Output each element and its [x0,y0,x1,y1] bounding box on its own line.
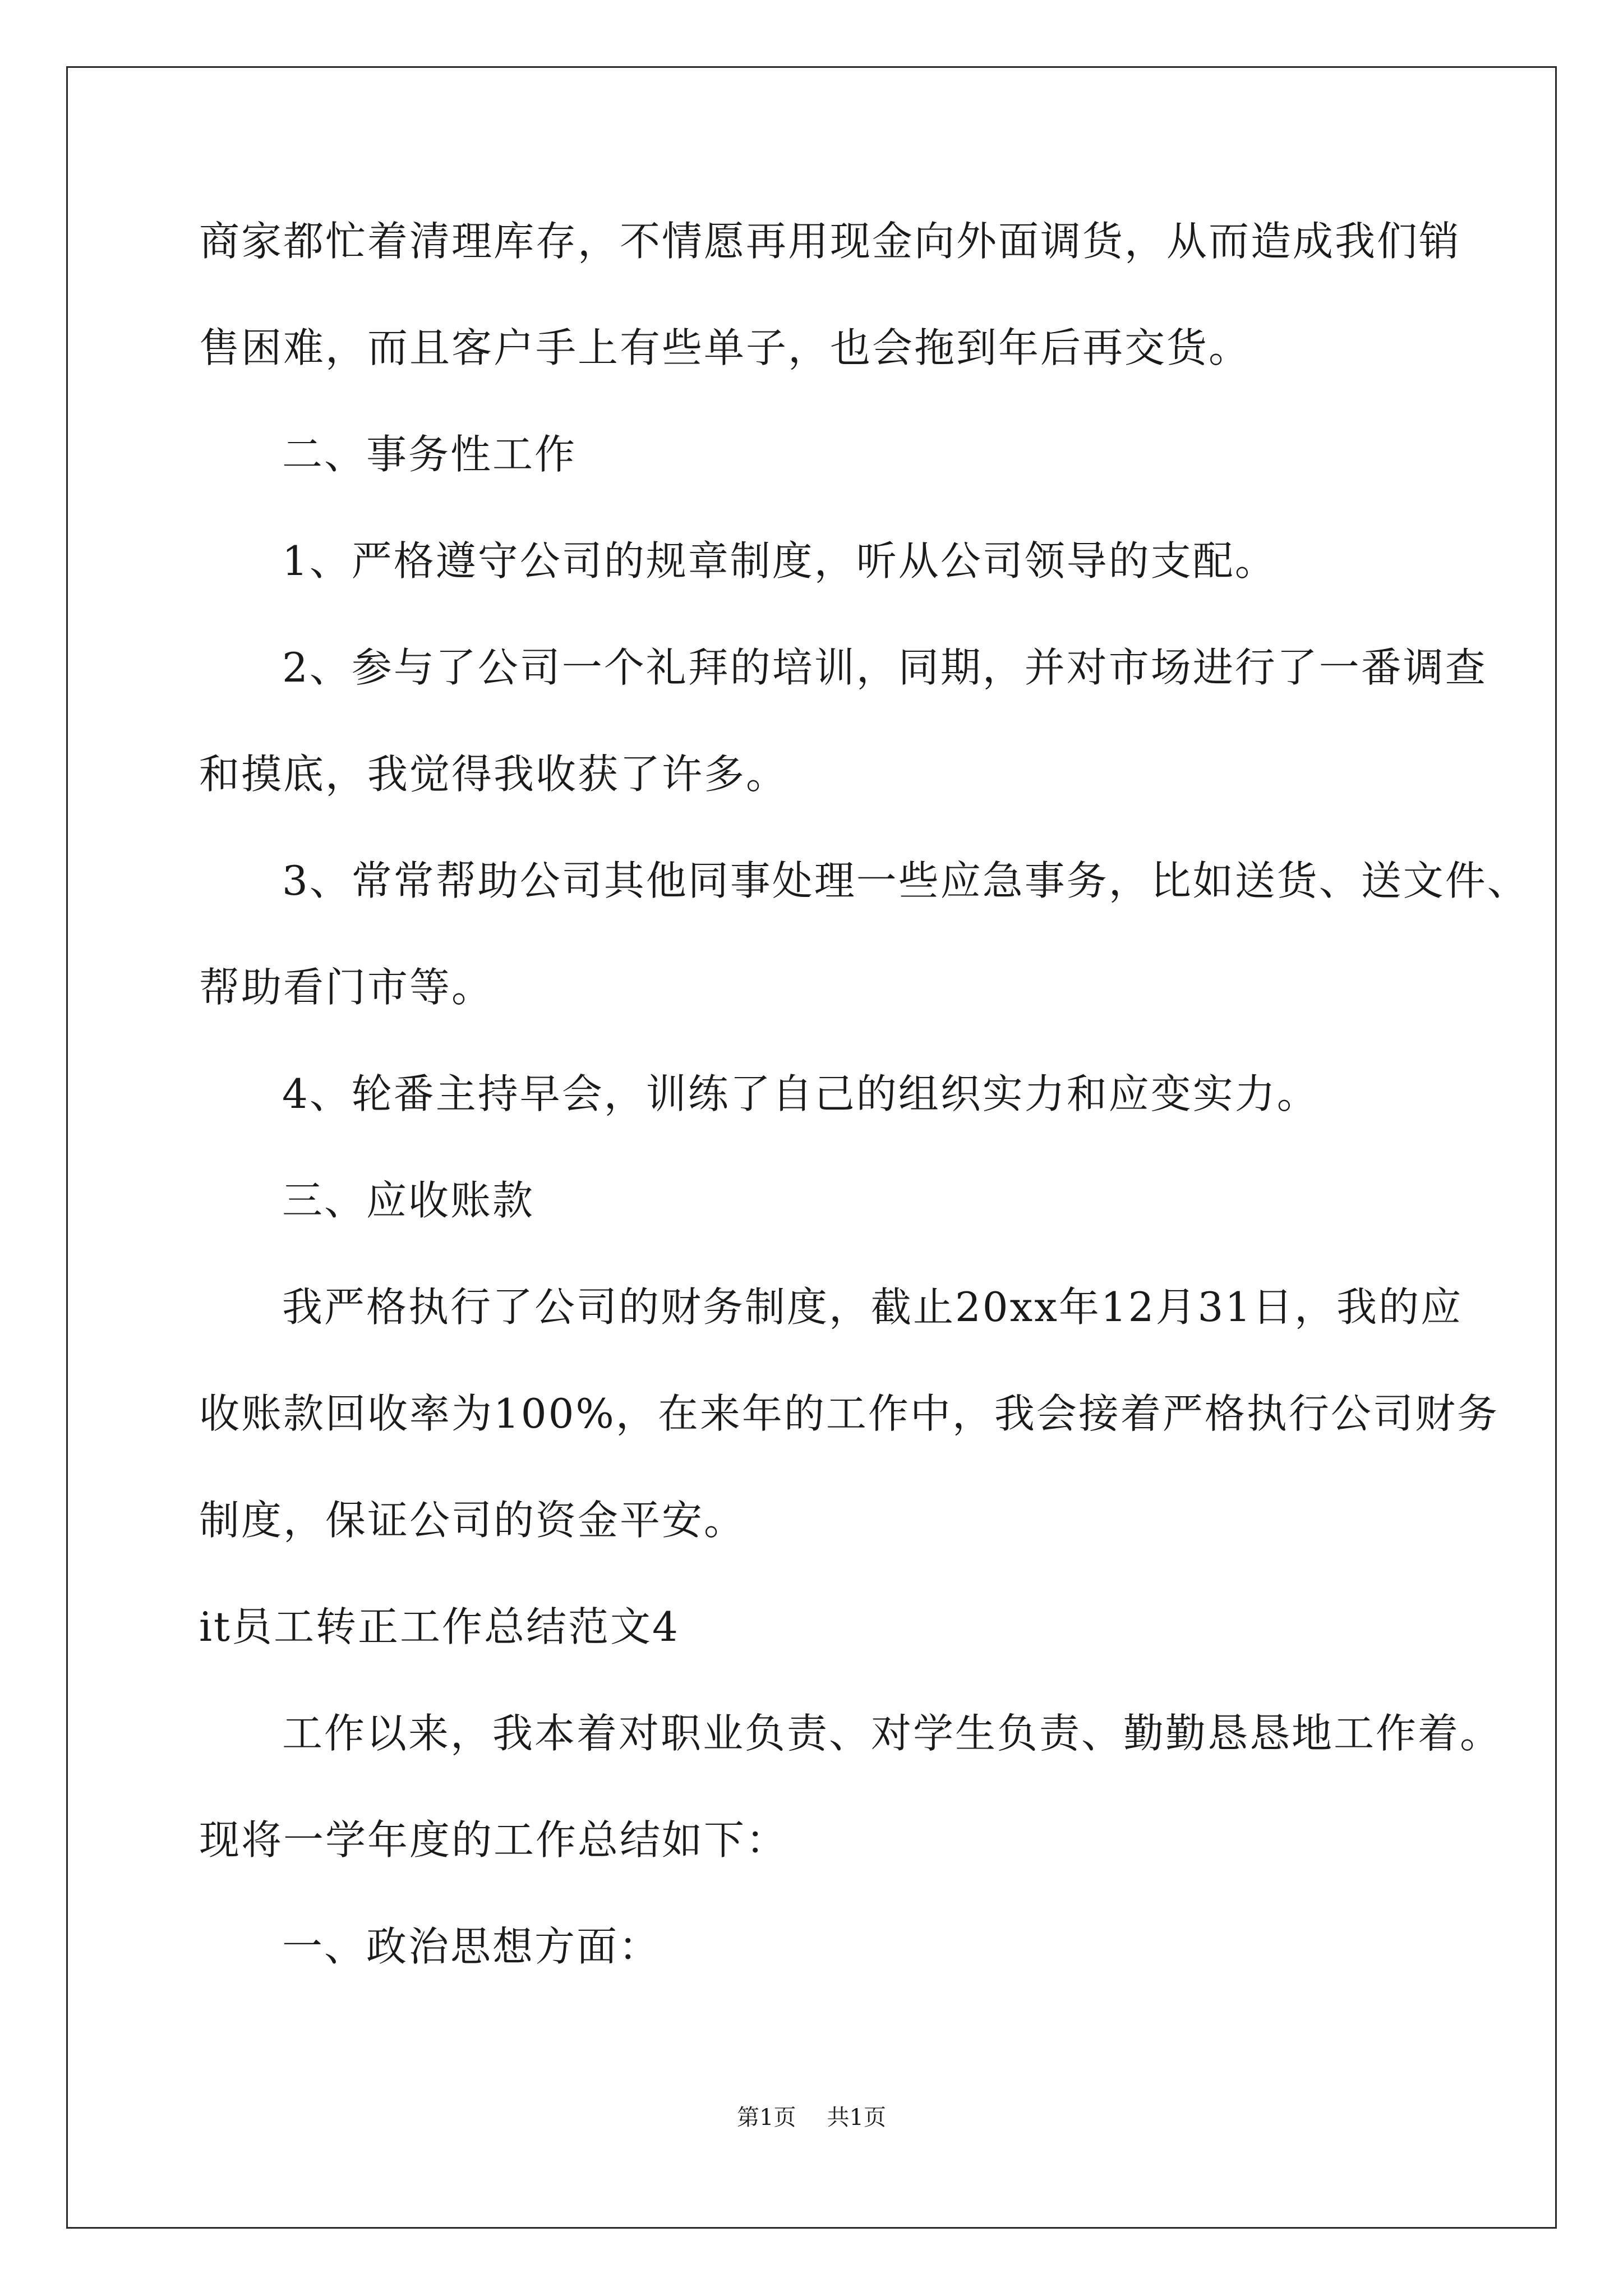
page-number: 第1页 [737,2105,796,2131]
article-title: it员工转正工作总结范文4 [199,1603,680,1650]
list-item: 2、参与了公司一个礼拜的培训，同期，并对市场进行了一番调查 [282,644,1487,691]
paragraph-line: 现将一学年度的工作总结如下： [199,1816,789,1864]
paragraph-line: 售困难，而且客户手上有些单子，也会拖到年后再交货。 [199,324,1251,371]
page-total: 共1页 [827,2105,886,2131]
page-footer [0,2101,1623,2134]
paragraph-line: 工作以来，我本着对职业负责、对学生负责、勤勤恳恳地工作着。 [282,1710,1502,1757]
paragraph-line: 我严格执行了公司的财务制度，截止20xx年12月31日，我的应 [282,1283,1463,1331]
paragraph-line: 收账款回收率为100%，在来年的工作中，我会接着严格执行公司财务 [199,1390,1499,1437]
paragraph-line: 制度，保证公司的资金平安。 [199,1497,746,1544]
section-heading: 一、政治思想方面： [282,1923,661,1970]
paragraph-line: 和摸底，我觉得我收获了许多。 [199,751,789,798]
list-item: 4、轮番主持早会，训练了自己的组织实力和应变实力。 [282,1070,1319,1117]
section-heading: 二、事务性工作 [282,431,577,478]
page-border [66,66,1557,2229]
section-heading: 三、应收账款 [282,1177,535,1224]
list-item: 1、严格遵守公司的规章制度，听从公司领导的支配。 [282,537,1277,585]
list-item: 3、常常帮助公司其他同事处理一些应急事务，比如送货、送文件、 [282,857,1529,904]
paragraph-line: 帮助看门市等。 [199,964,494,1011]
paragraph-line: 商家都忙着清理库存，不情愿再用现金向外面调货，从而造成我们销 [199,218,1461,265]
